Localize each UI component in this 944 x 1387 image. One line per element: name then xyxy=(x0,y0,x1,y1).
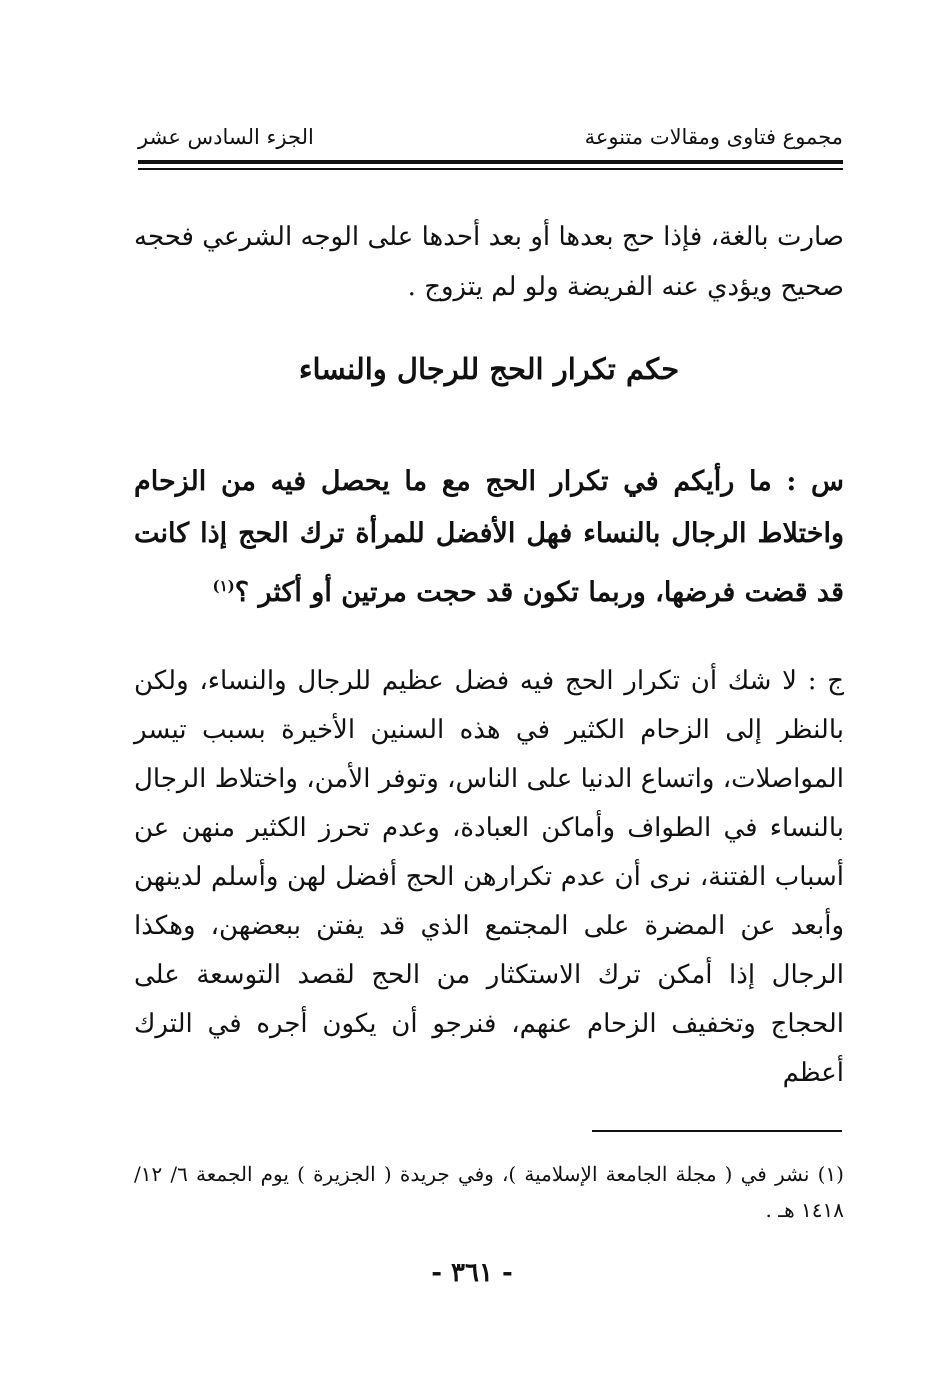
footnote: (١) نشر في ( مجلة الجامعة الإسلامية )، وفي جريدة ( الجزيرة ) يوم الجمعة ٦/ ١٢/ ١٤١٨ هـ . xyxy=(134,1162,844,1222)
page-number: - ٣٦١ - xyxy=(431,1258,513,1288)
book-title: مجموع فتاوى ومقالات متنوعة xyxy=(584,125,843,149)
header-rule-thin xyxy=(138,168,843,170)
intro-paragraph: صارت بالغة، فإذا حج بعدها أو بعد أحدها على الوجه الشرعي فحجه صحيح ويؤدي عنه الفريضة ولو لم يتزوج . xyxy=(134,222,844,302)
answer-paragraph: ج : لا شك أن تكرار الحج فيه فضل عظيم للرجال والنساء، ولكن بالنظر إلى الزحام الكثير في هذه السنين الأخيرة بسبب تيسر المواصلات، واتساع الدنيا على الناس، وتوفر الأمن، واختلاط الرجال بالنساء في الطواف وأماكن العبادة، وعدم تحرز الكثير منهن عن أسباب الفتنة، نرى أن عدم تكرارهن الحج أفضل لهن وأسلم لدينهن وأبعد عن المضرة على المجتمع الذي قد يفتن ببعضهن، وهكذا الرجال إذا أمكن ترك الاستكثار من الحج لقصد التوسعة على الحجاج وتخفيف الزحام عنهم، فنرجو أن يكون أجره في الترك أعظم xyxy=(134,666,844,1088)
footnote-reference: (١) xyxy=(212,577,235,595)
section-title: حكم تكرار الحج للرجال والنساء xyxy=(298,352,680,386)
question-paragraph xyxy=(134,456,844,619)
running-header xyxy=(138,122,843,152)
question-text: س : ما رأيكم في تكرار الحج مع ما يحصل فيه من الزحام واختلاط الرجال بالنساء فهل الأفضل للمرأة ترك الحج إذا كانت قد قضت فرضها، وربما تكون قد حجت مرتين أو أكثر ؟ xyxy=(134,466,844,608)
footnote-separator xyxy=(592,1130,842,1132)
volume-label: الجزء السادس عشر xyxy=(138,125,314,149)
header-rule-thick xyxy=(138,160,843,164)
